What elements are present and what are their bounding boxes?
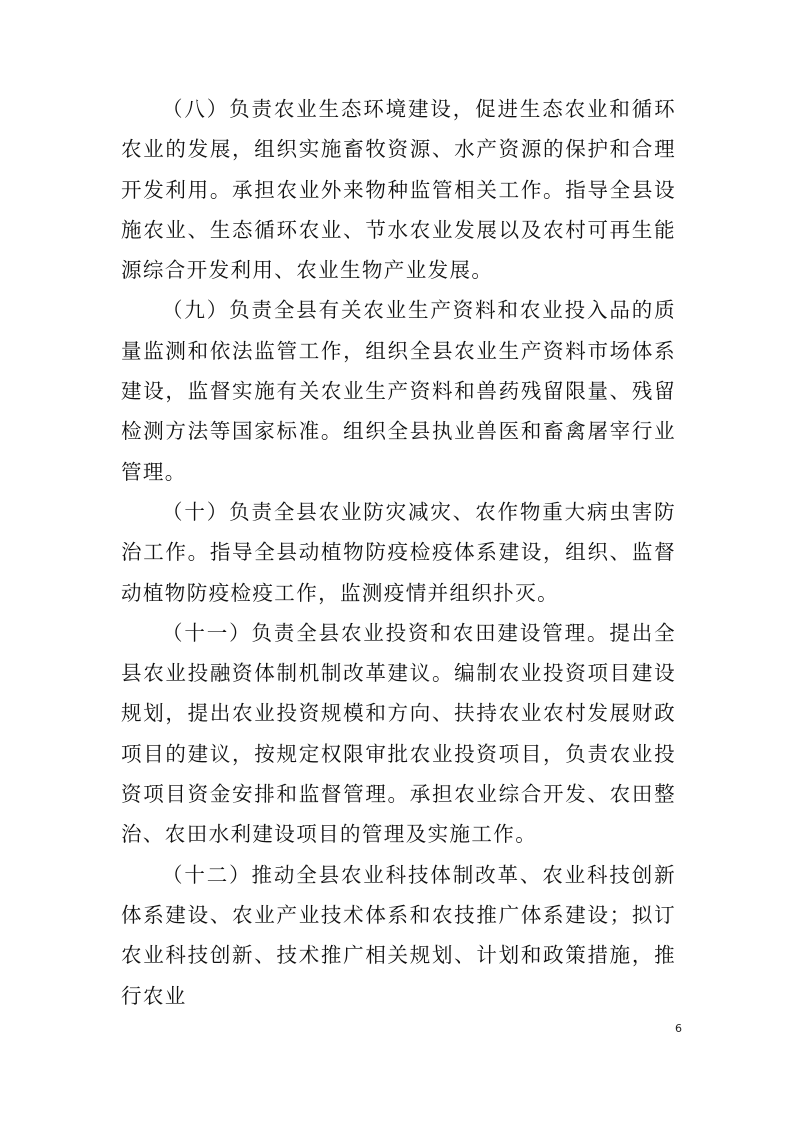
page-number: 6 [675,1022,682,1035]
paragraph-12: （十二）推动全县农业科技体制改革、农业科技创新体系建设、农业产业技术体系和农技推广体系建设；拟订农业科技创新、技术推广相关规划、计划和政策措施，推行农业 [121,862,676,1008]
paragraph-11: （十一）负责全县农业投资和农田建设管理。提出全县农业投融资体制机制改革建议。编制农业投资项目建设规划，提出农业投资规模和方向、扶持农业农村发展财政项目的建议，按规定权限审批农业投资项目，负责农业投资项目资金安排和监督管理。承担农业综合开发、农田整治、农田水利建设项目的管理及实施工作。 [121,620,676,847]
paragraph-9: （九）负责全县有关农业生产资料和农业投入品的质量监测和依法监管工作，组织全县农业生产资料市场体系建设，监督实施有关农业生产资料和兽药残留限量、残留检测方法等国家标准。组织全县执业兽医和畜禽屠宰行业管理。 [121,298,676,484]
paragraph-8: （八）负责农业生态环境建设，促进生态农业和循环农业的发展，组织实施畜牧资源、水产资源的保护和合理开发利用。承担农业外来物种监管相关工作。指导全县设施农业、生态循环农业、节水农业发展以及农村可再生能源综合开发利用、农业生物产业发展。 [121,97,676,283]
document-body [121,89,676,1016]
paragraph-10: （十）负责全县农业防灾减灾、农作物重大病虫害防治工作。指导全县动植物防疫检疫体系建设，组织、监督动植物防疫检疫工作，监测疫情并组织扑灭。 [121,499,676,605]
